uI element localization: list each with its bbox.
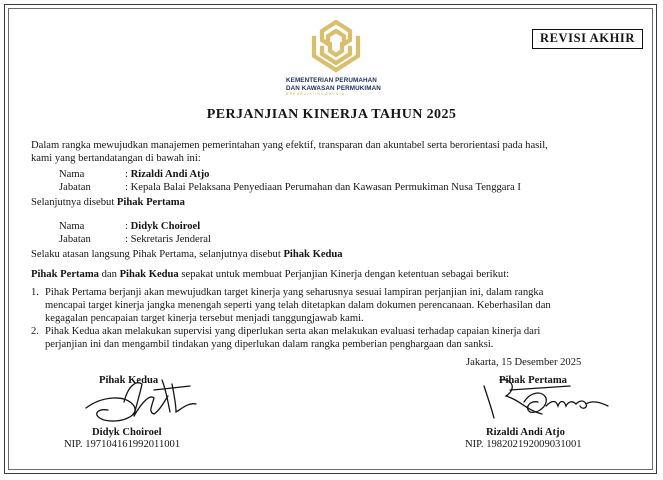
first-party-position-label: Jabatan	[59, 182, 91, 193]
second-party-designation-line	[31, 248, 343, 261]
first-party-name: Rizaldi Andi Atjo	[130, 169, 210, 180]
ministry-name	[286, 77, 406, 92]
second-party-designation: Pihak Kedua	[283, 249, 343, 260]
clause-1-line-1: Pihak Pertama berjanji akan mewujudkan target kinerja yang seharusnya sesuai lampiran perjanjian ini, dalam rangka	[45, 287, 544, 298]
ministry-line-2: DAN KAWASAN PERMUKIMAN	[286, 84, 381, 92]
first-party-designation-prefix: Selanjutnya disebut	[31, 197, 117, 208]
agreement-rest: sepakat untuk membuat Perjanjian Kinerja dengan ketentuan sebagai berikut:	[178, 269, 510, 280]
clause-1-line-3: kegagalan pencapaian target kinerja tersebut menjadi tanggungjawab kami.	[45, 313, 364, 324]
first-party-position-row: : Kepala Balai Pelaksana Penyediaan Perumahan dan Kawasan Permukiman Nusa Tenggara I	[125, 182, 521, 193]
clause-2-line-2: perjanjian ini dan mengambil tindakan yang diperlukan dalam rangka pemberian penghargaan dan sanksi.	[45, 339, 494, 350]
first-party-designation-line	[31, 196, 185, 209]
document-title: PERJANJIAN KINERJA TAHUN 2025	[206, 107, 457, 122]
second-party-position: Sekretaris Jenderal	[130, 234, 211, 245]
clause-1-number: 1.	[31, 287, 39, 298]
clause-2-number: 2.	[31, 326, 39, 337]
left-signatory-role: Pihak Kedua	[99, 375, 159, 386]
ministry-line-1: KEMENTERIAN PERUMAHAN	[286, 77, 377, 84]
agreement-connector: dan	[98, 269, 120, 280]
left-signatory-name: Didyk Choiroel	[92, 427, 162, 438]
revision-badge: REVISI AKHIR	[532, 29, 643, 49]
right-signatory-nip: NIP. 198202192009031001	[465, 439, 582, 450]
second-party-name: Didyk Choiroel	[130, 221, 201, 232]
first-party-name-label: Nama	[59, 169, 85, 180]
agreement-statement	[31, 268, 509, 281]
right-signatory-role: Pihak Pertama	[499, 375, 567, 386]
left-signatory-nip: NIP. 197104161992011001	[64, 439, 181, 450]
second-party-position-row: : Sekretaris Jenderal	[125, 234, 211, 245]
second-party-position-label: Jabatan	[59, 234, 91, 245]
right-signatory-name: Rizaldi Andi Atjo	[486, 427, 565, 438]
agreement-party-2: Pihak Kedua	[119, 269, 179, 280]
intro-line-2: kami yang bertandatangan di bawah ini:	[31, 153, 201, 164]
first-party-designation: Pihak Pertama	[116, 197, 185, 208]
kementerian-pkp-emblem-icon	[306, 18, 366, 74]
agreement-party-1: Pihak Pertama	[31, 269, 99, 280]
clause-2-line-1: Pihak Kedua akan melakukan supervisi yang diperlukan serta akan melakukan evaluasi terhadap capaian kinerja dari	[45, 326, 541, 337]
first-party-name-row: : Rizaldi Andi Atjo	[125, 169, 210, 180]
first-party-position: Kepala Balai Pelaksana Penyediaan Perumahan dan Kawasan Permukiman Nusa Tenggara I	[130, 182, 521, 193]
place-date: Jakarta, 15 Desember 2025	[466, 357, 582, 368]
right-handwritten-signature	[480, 372, 615, 427]
second-party-name-row: : Didyk Choiroel	[125, 221, 201, 232]
ministry-tagline: REPUBLIK INDONESIA	[286, 92, 346, 96]
intro-line-1: Dalam rangka mewujudkan manajemen pemerintahan yang efektif, transparan dan akuntabel serta berorientasi pada hasil,	[31, 140, 548, 151]
left-handwritten-signature	[84, 372, 199, 427]
second-party-name-label: Nama	[59, 221, 85, 232]
clause-1-line-2: mencapai target kinerja jangka menengah seperti yang telah ditetapkan dalam dokumen perencanaan. Keberhasilan dan	[45, 300, 551, 311]
second-party-designation-prefix: Selaku atasan langsung Pihak Pertama, selanjutnya disebut	[31, 249, 284, 260]
